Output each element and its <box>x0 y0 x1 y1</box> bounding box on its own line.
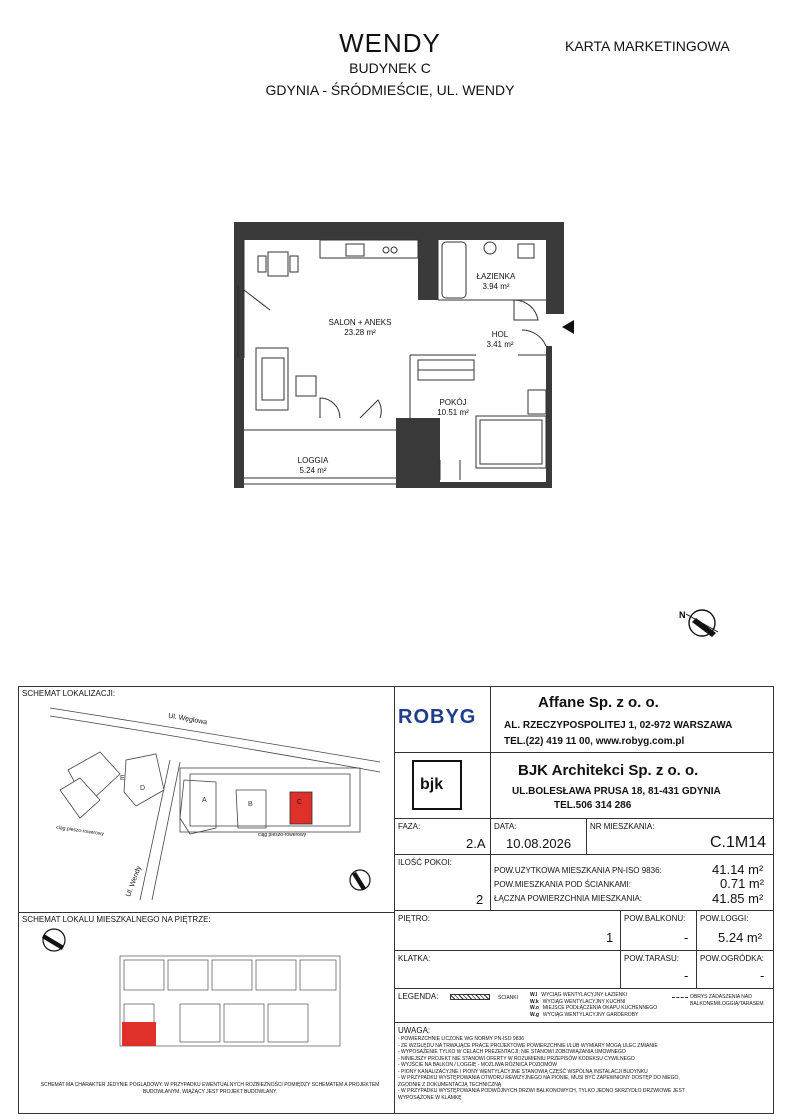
legend-text: WYCIĄG WENTYLACYJNY ŁAZIENKI <box>541 992 627 998</box>
pow-scianki-label: POW.MIESZKANIA POD ŚCIANKAMI: <box>494 880 631 889</box>
legend-title: LEGENDA: <box>398 992 439 1001</box>
compass-label: N <box>679 610 686 620</box>
note-line: - WYJŚCIE NA BALKON / LOGGIĘ - MOŻLIWA RÓŻNICA POZIOMÓW <box>398 1062 557 1068</box>
legend-symbol: W.o <box>530 1005 539 1011</box>
pow-laczna-label: ŁĄCZNA POWIERZCHNIA MIESZKANIA: <box>494 894 643 903</box>
walls-label: ŚCIANKI <box>498 995 519 1001</box>
pow-uzytk-value: 41.14 m² <box>712 862 764 877</box>
legend-symbol: W.k <box>530 998 539 1005</box>
room-name: ŁAZIENKA <box>476 272 516 281</box>
legend-symbol: W.l <box>530 992 538 998</box>
room-area: 10.51 m² <box>437 407 469 417</box>
building-label: BUDYNEK C <box>349 60 431 76</box>
project-title: WENDY <box>339 28 441 58</box>
nr-value: C.1M14 <box>710 834 767 851</box>
notes-title: UWAGA: <box>398 1026 431 1035</box>
room-area: 5.24 m² <box>299 465 327 475</box>
location-title: SCHEMAT LOKALIZACJI: <box>22 689 116 698</box>
ilosc-label: ILOŚĆ POKOI: <box>398 858 452 867</box>
room-hol <box>480 330 520 349</box>
card-type-label: KARTA MARKETINGOWA <box>565 38 730 54</box>
building-b-label: B <box>248 801 253 808</box>
note-line: - ZE WZGLĘDU NA TRWAJĄCE PRACE PROJEKTOWE POWIERZCHNIE I/LUB WYMIARY MOGĄ ULEC ZMIANIE <box>398 1042 658 1049</box>
legend-text: WYCIĄG WENTYLACYJNY KUCHNI <box>542 998 626 1005</box>
room-salon <box>320 318 400 337</box>
notes-list <box>398 1036 698 1101</box>
building-c-label: C <box>297 799 303 806</box>
company2-name: BJK Architekci Sp. z o. o. <box>518 762 699 779</box>
legend-item <box>530 1012 660 1019</box>
building-a-label: A <box>202 797 207 804</box>
obrys-label: OBRYS ZADASZENIA NAD BALKONEM/LOGGIĄ/TARASEM <box>690 994 764 1007</box>
pow-laczna-value: 41.85 m² <box>712 891 764 906</box>
floor-schema-map <box>20 924 392 1074</box>
loggi-label: POW.LOGGI: <box>700 914 749 923</box>
street-weglowa-label: Ul. Węglowa <box>167 712 208 727</box>
balkon-value: - <box>684 930 689 945</box>
location-map <box>40 700 390 910</box>
floor-schema-title: SCHEMAT LOKALU MIESZKALNEGO NA PIĘTRZE: <box>22 915 211 924</box>
room-lazienka <box>470 272 522 291</box>
bjk-logo <box>412 760 462 810</box>
pow-uzytk-label: POW.UŻYTKOWA MIESZKANIA PN-ISO 9836: <box>494 866 662 875</box>
legend-text: MIEJSCE PODŁĄCZENIA OKAPU KUCHENNEGO <box>542 1005 658 1011</box>
note-line: - POWIERZCHNIE LICZONE WG NORMY PN-ISO 9836 <box>398 1036 525 1042</box>
note-line: - W PRZYPADKU WYSTĘPOWANIA OTWORU REWIZYJNEGO NA PIONIE, MUSI BYĆ ZAPEWNIONY DOSTĘP DO NIEGO, ZGODNIE Z DOKUMENTACJĄ TECHNICZNĄ <box>398 1075 680 1088</box>
company2-address: UL.BOLESŁAWA PRUSA 18, 81-431 GDYNIA <box>512 786 721 797</box>
path-label-2: ciąg pieszo-rowerowy <box>258 832 307 838</box>
faza-value: 2.A <box>466 836 486 851</box>
note-line: - W PRZYPADKU WYSTĘPOWANIA PODWÓJNYCH DRZWI BALKONOWYCH, TYLKO JEDNO SKRZYDŁO DRZWIOWE JEST WYPOSAŻONE W KLAMKĘ <box>398 1088 685 1101</box>
company1-address: AL. RZECZYPOSPOLITEJ 1, 02-972 WARSZAWA <box>504 720 733 731</box>
note-line: - WYPOSAŻENIE TYLKO W CELACH PREZENTACJI; NIE STANOWI ZOBOWIĄZANIA UMOWNEGO <box>398 1049 626 1055</box>
compass-small-icon <box>350 870 370 890</box>
company2-tel: TEL.506 314 286 <box>554 800 632 811</box>
company1-name: Affane Sp. z o. o. <box>538 694 659 711</box>
compass-floor-icon <box>42 929 65 951</box>
legend-symbol: W.g <box>530 1011 539 1018</box>
building-e-label: E <box>120 775 125 782</box>
obrys-swatch <box>672 997 688 998</box>
room-area: 3.41 m² <box>486 339 514 349</box>
path-label-1: ciąg pieszo-rowerowy <box>55 824 105 838</box>
company1-tel: TEL.(22) 419 11 00, www.robyg.com.pl <box>504 736 685 747</box>
legend-text: WYCIĄG WENTYLACYJNY GARDEROBY <box>542 1011 639 1018</box>
compass-icon <box>686 610 718 637</box>
room-name: LOGGIA <box>297 456 329 465</box>
ogrodek-label: POW.OGRÓDKA: <box>700 954 765 963</box>
walls-swatch <box>450 994 490 1000</box>
data-value: 10.08.2026 <box>506 836 572 851</box>
room-area: 3.94 m² <box>482 281 510 291</box>
balkon-label: POW.BALKONU: <box>624 914 686 923</box>
taras-value: - <box>684 968 689 983</box>
legend-list <box>530 992 660 1018</box>
nr-label: NR MIESZKANIA: <box>590 822 655 831</box>
note-line: - PIONY KANALIZACYJNE I PIONY WENTYLACYJNE STANOWIĄ CZĘŚĆ WSPÓLNĄ INSTALACJI BUDYNKU <box>398 1068 648 1075</box>
disclaimer-text: SCHEMAT MA CHARAKTER JEDYNIE POGLĄDOWY. W PRZYPADKU EWENTUALNYCH ROZBIEŻNOŚCI POMIĘDZY SCHEMATEM A PROJEKTEM BUDOWLANYM, WIĄŻĄCY JEST PROJEKT BUDOWLANY. <box>40 1082 380 1095</box>
ilosc-value: 2 <box>476 892 484 907</box>
room-name: HOL <box>491 330 509 339</box>
entry-arrow-icon <box>562 320 574 334</box>
address-label: GDYNIA - ŚRÓDMIEŚCIE, UL. WENDY <box>265 82 515 98</box>
room-area: 23.28 m² <box>344 327 376 337</box>
pietro-label: PIĘTRO: <box>398 914 431 923</box>
pow-scianki-value: 0.71 m² <box>720 876 765 891</box>
robyg-logo: ROBYG <box>398 706 477 728</box>
room-name: POKÓJ <box>439 398 467 407</box>
pietro-value: 1 <box>606 930 614 945</box>
room-loggia <box>290 456 336 475</box>
building-d-label: D <box>140 785 146 792</box>
faza-label: FAZA: <box>398 822 421 831</box>
ogrodek-value: - <box>760 968 765 983</box>
taras-label: POW.TARASU: <box>624 954 679 963</box>
street-wendy-label: Ul. Wendy <box>125 865 143 898</box>
data-label: DATA: <box>494 822 517 831</box>
klatka-label: KLATKA: <box>398 954 431 963</box>
loggi-value: 5.24 m² <box>718 930 763 945</box>
note-line: - NINIEJSZY PROJEKT NIE STANOWI OFERTY W ROZUMIENIU PRZEPISÓW KODEKSU CYWILNEGO <box>398 1055 635 1062</box>
bjk-logo-text: bjk <box>420 776 444 793</box>
room-name: SALON + ANEKS <box>328 318 392 327</box>
room-pokoj <box>428 398 478 417</box>
